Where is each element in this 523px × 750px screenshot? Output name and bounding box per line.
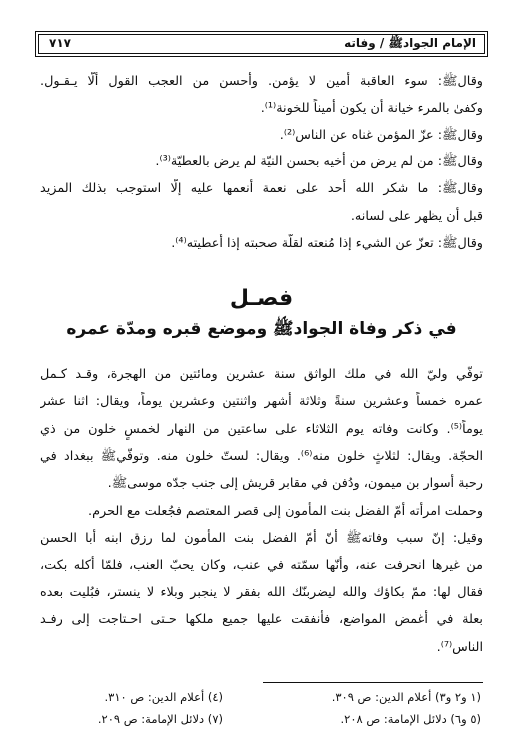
footnote: (٤) أعلام الدين: ص ٣١٠. (104, 690, 223, 704)
running-header (38, 34, 485, 54)
text-line: وقالﷺ: تعزّ عن الشيء إذا مُنعته لقلّة صحبته إذا أُعطيته⁽⁴⁾. (171, 236, 483, 251)
section-heading: فصـل (229, 286, 294, 311)
footnote: (١ و٢ و٣) أعلام الدين: ص ٣٠٩. (331, 690, 481, 704)
text-line: وقالﷺ: ما شكر الله أحد على نعمة أنعمها عليه إلّا استوجب بذلك المزيد (40, 181, 483, 196)
text-line: قبل أن يظهر على لسانه. (350, 209, 483, 224)
text-line: فقال لها: ممّ بكاؤك والله ليضربنّك الله بفقر لا ينجبر وبلاء لا ينستر، فبُليت بعده (40, 585, 483, 600)
text-line: رحبة أسوار بن ميمون، ودُفن في مقابر قريش إلى جنب جدّه موسىﷺ. (107, 476, 483, 491)
text-line: وكفىٰ بالمرء خيانة أن يكون أميناً للخونة⁽¹⁾. (260, 101, 483, 116)
text-line: عمره خمساً وعشرين سنةً وثلاثة أشهر واثنتين وعشرين يوماً، ويقال: اثنا عشر (40, 394, 483, 409)
text-line: بعلة في أغمض المواضع، فأنفقت عليها جميع ملكها حـتى احـتاجت إلى رفـد (40, 612, 483, 627)
text-line: وقالﷺ: من لم يرض من أخيه بحسن النيّة لم يرض بالعطيّة⁽³⁾. (155, 154, 483, 169)
chapter-title: في ذكر وفاة الجوادﷺ وموضع قبره ومدّة عمره (66, 319, 457, 339)
footnote: (٧) دلائل الإمامة: ص ٢٠٩. (97, 712, 223, 726)
text-line: يوماً⁽⁵⁾. وكانت وفاته يوم الثلاثاء على ساعتين من النهار لخمسٍ خلون من ذي (40, 422, 483, 437)
text-line: وقالﷺ: سوء العاقبة أمين لا يؤمن. وأحسن من العجب القول ألّا يـقـول. (40, 74, 483, 89)
text-line: من غيرها انحرفت عنه، وأنّها سمّته في عنب، وكان يحبّ العنب، فلمّا أكله بكت، (40, 558, 483, 573)
text-line: وقالﷺ: عزّ المؤمن غناه عن الناس⁽²⁾. (279, 128, 483, 143)
footnote: (٥ و٦) دلائل الإمامة: ص ٢٠٨. (340, 712, 481, 726)
text-line: الحجّة. ويقال: لثلاثٍ خلون منه⁽⁶⁾. ويقال: لستّ خلون منه. وتوفّيﷺ ببغداد في (40, 449, 483, 464)
text-line: الناس⁽⁷⁾. (436, 640, 483, 655)
text-line: وقيل: إنّ سبب وفاتهﷺ أنّ أمّ الفضل بنت المأمون لما رزق ابنه أبا الحسن (40, 531, 483, 546)
header-title: الإمام الجوادﷺ / وفاته (344, 36, 476, 50)
text-line: وحملت امرأته أمّ الفضل بنت المأمون إلى قصر المعتصم فجُعلت مع الحرم. (88, 504, 483, 519)
page-number: ٧١٧ (49, 36, 71, 50)
text-line: توفّي وليّ الله في ملك الواثق سنة عشرين ومائتين من الهجرة، وقـد كـمل (40, 367, 483, 382)
footnote-divider (263, 682, 483, 683)
